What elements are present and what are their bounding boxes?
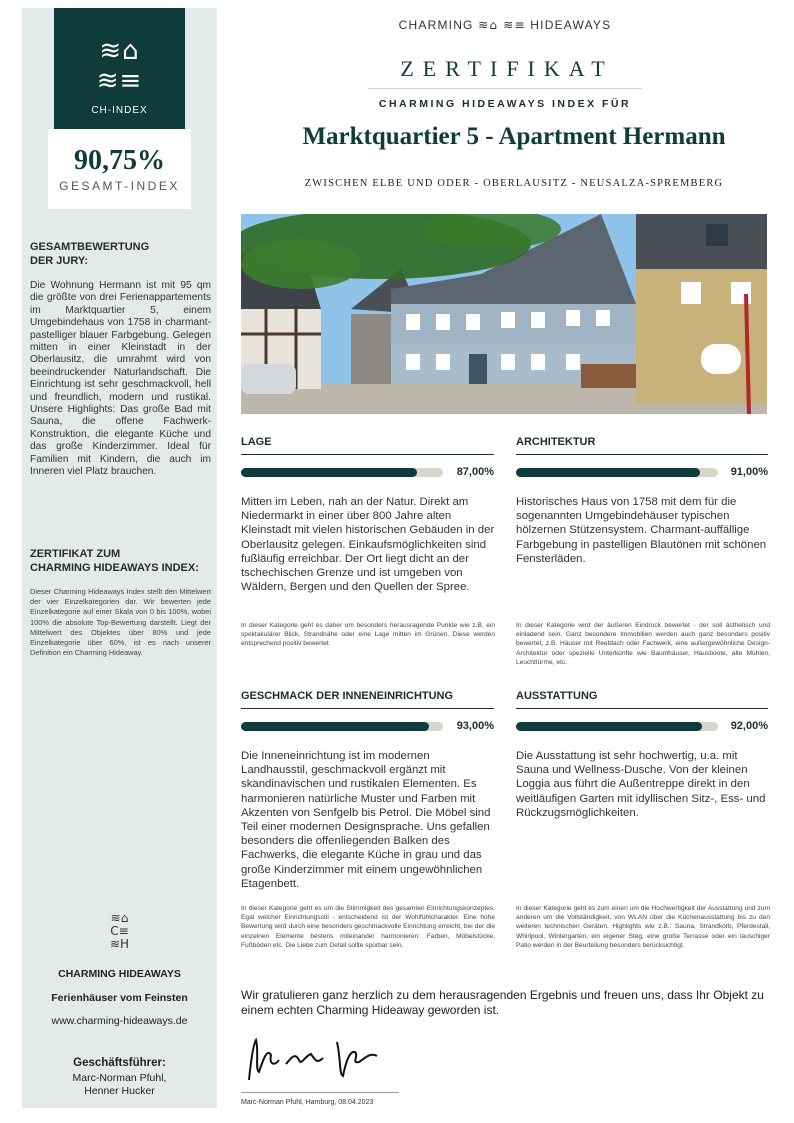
category-divider: [516, 708, 768, 709]
score-bar-fill: [241, 722, 429, 731]
sidebar: [22, 8, 217, 1108]
index-heading: ZERTIFIKAT ZUM CHARMING HIDEAWAYS INDEX:: [30, 548, 199, 574]
category-percent: 91,00%: [730, 466, 768, 478]
category-text: Mitten im Leben, nah an der Natur. Direkt am Niedermarkt in einer über 800 Jahre alten Kleinstadt mit vielen historischen Gebäuden in der Oberlausitz gelegen. Einkaufsmöglichkeiten sind fußläufig erreichbar. Der Ort liegt dicht an der tschechischen Grenze und ist umgeben von Wäldern, Bergen und den Quellen der Spree.: [241, 496, 495, 594]
score-bar-track: [516, 722, 718, 731]
score-box: [48, 129, 191, 209]
category-title: LAGE: [241, 436, 272, 448]
brand-header: [380, 18, 630, 32]
category-title: ARCHITEKTUR: [516, 436, 596, 448]
property-location: ZWISCHEN ELBE UND ODER - OBERLAUSITZ - NEUSALZA-SPREMBERG: [304, 178, 724, 189]
category-title: AUSSTATTUNG: [516, 690, 598, 702]
score-bar-track: [516, 468, 718, 477]
score-bar-fill: [241, 468, 417, 477]
ceo-label: Geschäftsführer:: [73, 1057, 166, 1069]
house-photo-illustration: [241, 214, 767, 414]
score-bar-fill: [516, 468, 700, 477]
signature-caption: Marc-Norman Pfuhl, Hamburg, 08.04.2023: [241, 1099, 374, 1106]
hideaway-logo-icon: ≋⌂ ≋≡: [96, 36, 143, 96]
brand-right-text: HIDEAWAYS: [530, 18, 612, 32]
category-title: GESCHMACK DER INNENEINRICHTUNG: [241, 690, 454, 702]
brand-left-text: CHARMING: [398, 18, 474, 32]
category-note: In dieser Kategorie wird der äußeren Eindruck bewertet - der soll ästhetisch und einladend sein. Ganz besondere Immobilien werden auch ganz besonders positiv bewertet, z.B. Häuser mit Reetdach oder Fachwerk, eine außergewöhnliche Design-Architektur oder spezielle Unterkünfte wie Baumhäuser, Hausboote, alte Mühlen, Leuchttürme, etc.: [516, 622, 770, 666]
footer-tagline: Ferienhäuser vom Feinsten: [51, 992, 188, 1004]
logo-label: CH-INDEX: [91, 105, 148, 116]
category-note: In dieser Kategorie geht es daher um besonders herausragende Punkte wie z.B. ein spektakulärer Blick, Strandnähe oder eine Lage mitten im Grünen. Diese werden entsprechend positiv bewertet.: [241, 622, 495, 648]
category-percent: 92,00%: [730, 720, 768, 732]
jury-text: Die Wohnung Hermann ist mit 95 qm die größte von drei Ferienappartements im Marktquartier 5, einem Umgebindehaus von 1758 in charmant-pastelliger blauer Farbgebung. Gelegen mitten in einer Kleinstadt in der Oberlausitz, die umrahmt wird von beeindruckender Naturlandschaft. Die Einrichtung ist sehr geschmackvoll, hell und freundlich, modern und rustikal. Unsere Highlights: Das große Bad mit Sauna, die offene Fachwerk-Konstruktion, die elegante Küche und das große Kinderzimmer. Ideal für Familien mit Kindern, die auch im Inneren viel Platz brauchen.: [30, 280, 211, 478]
category-percent: 87,00%: [456, 466, 494, 478]
category-text: Historisches Haus von 1758 mit dem für die sogenannten Umgebindehäuser typischen hölzernen Stützensystem. Charmant-auffällige Farbgebung in pastelligen Blautönen mit schönen Fensterläden.: [516, 496, 767, 565]
ch-index-logo: [54, 8, 185, 129]
footer-url[interactable]: www.charming-hideaways.de: [51, 1015, 188, 1027]
category-text: Die Ausstattung ist sehr hochwertig, u.a. mit Sauna und Wellness-Dusche. Von der kleinen Loggia aus führt die Außentreppe direkt in den weitläufigen Garten mit idyllischen Sitz-, Ess- und Rückzugsmöglichkeiten.: [516, 750, 766, 819]
brand-mark-icon: ≋⌂ ≋≡: [478, 18, 526, 32]
title-divider: [368, 88, 642, 89]
property-name: Marktquartier 5 - Apartment Hermann: [302, 123, 726, 150]
index-label: CHARMING HIDEAWAYS INDEX FÜR: [378, 98, 632, 110]
certificate-title: ZERTIFIKAT: [400, 56, 614, 81]
signature-line: [241, 1092, 399, 1093]
category-percent: 93,00%: [456, 720, 494, 732]
score-bar-track: [241, 722, 443, 731]
score-bar-track: [241, 468, 443, 477]
congratulations-text: Wir gratulieren ganz herzlich zu dem herausragenden Ergebnis und freuen uns, dass Ihr Objekt zu einem echten Charming Hideaway geworden ist.: [241, 988, 764, 1017]
category-divider: [516, 454, 768, 455]
category-divider: [241, 454, 494, 455]
property-photo: [241, 214, 767, 414]
category-divider: [241, 708, 494, 709]
total-score-label: GESAMT-INDEX: [59, 179, 180, 193]
category-text: Die Inneneinrichtung ist im modernen Landhausstil, geschmackvoll ergänzt mit skandinavischen und rustikalen Elementen. Es harmonieren natürliche Muster und Farben mit Akzenten von Senfgelb bis Petrol. Die Möbel sind Teil einer modernen Designsprache. Uns gefallen besonders die offenliegenden Balken des Fachwerks, die elegante Küche in grau und das große Kinderzimmer mit einem ungewöhnlichen Etagenbett.: [241, 750, 491, 890]
ceo-name-2: Henner Hucker: [84, 1085, 155, 1097]
footer-brand: CHARMING HIDEAWAYS: [58, 968, 181, 980]
jury-heading: GESAMTBEWERTUNG DER JURY:: [30, 241, 150, 267]
signature-graphic: [241, 1030, 401, 1090]
index-text: Dieser Charming Hideaways Index stellt den Mittelwert der vier Einzelkategorien dar. Wir bewerten jede Einzelkategorie auf einer Skala von 0 bis 100%, wobei 100% die absolute Top-Bewertung darstellt. Liegt der Mittelwert des Objektes über 80% und jede Einzelkategorie über 60%, ist es nach unserer Definition ein Charming Hideaway.: [30, 587, 211, 658]
ceo-name-1: Marc-Norman Pfuhl,: [72, 1072, 167, 1084]
total-score: 90,75%: [74, 145, 165, 176]
category-note: In dieser Kategorie geht es zum einen um die Hochwertigkeit der Ausstattung und zum anderen um die Vollständigkeit, von WLAN über die Küchenausstattung bis zu den weiteren technischen Geräten. Highlights wie z.B.: Sauna, Strandkorb, Pferdestall, Whirlpool, Wintergarten, ein eigener Steg, eine große Terrasse oder ein lauschiger Patio werden in der Beurteilung besonders berücksichtigt.: [516, 905, 770, 949]
category-note: In dieser Kategorie geht es um die Stimmigkeit des gesamten Einrichtungskonzeptes. Egal welcher Einrichtungsstil - entscheidend ist der Wohlfühlcharakter. Eine hohe Bewertung wird durch eine besonders geschmackvolle Einrichtung erreicht, bei der die einzelnen Elemente bestens miteinander harmonieren: Farben, Möbelstücke, Fußböden etc. Die Liebe zum Detail sollte spürbar sein.: [241, 905, 495, 949]
score-bar-fill: [516, 722, 702, 731]
footer-logo-icon: ≋⌂ C≡ ≋H: [109, 911, 130, 951]
